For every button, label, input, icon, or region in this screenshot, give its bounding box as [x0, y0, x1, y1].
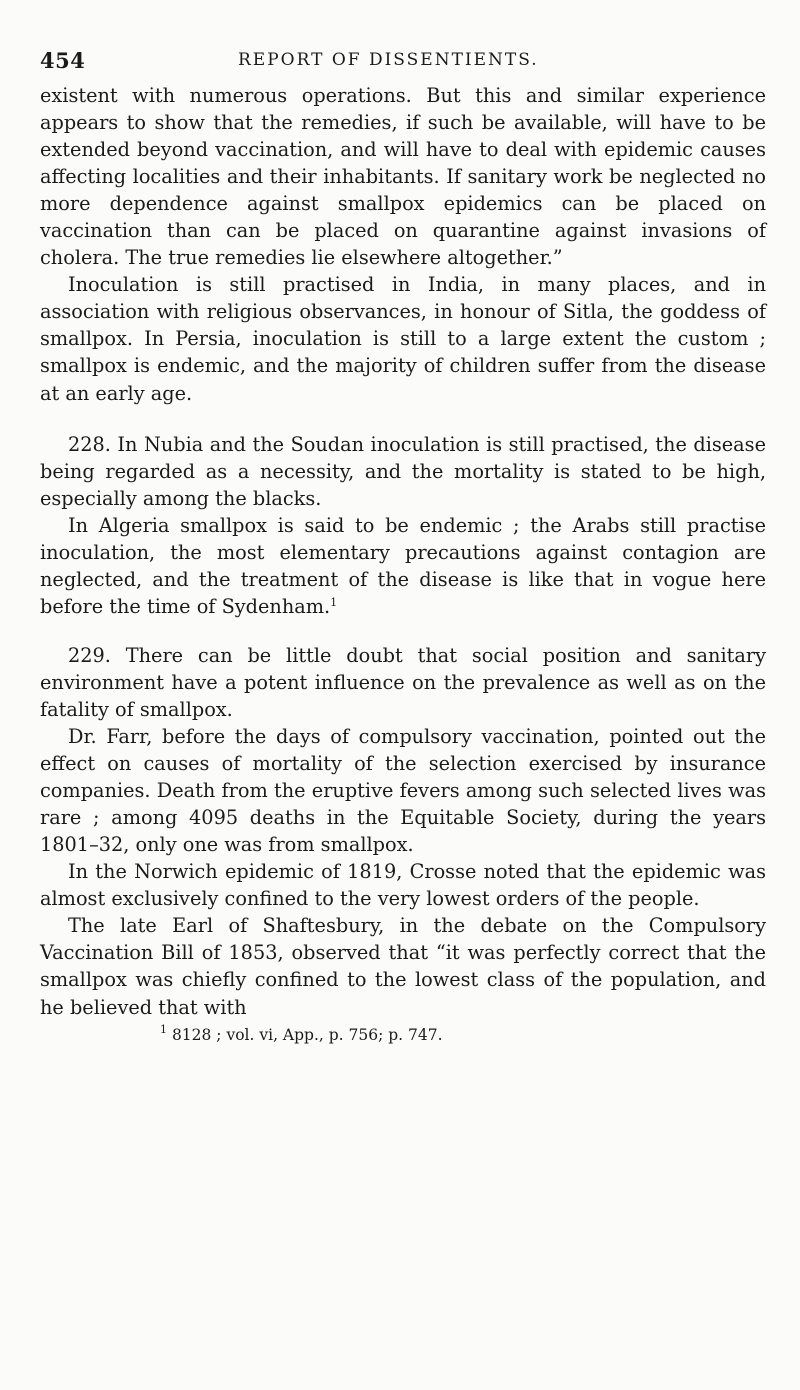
paragraph-india-inoculation: Inoculation is still practised in India, in many places, and in association with religious observances, in honour of Sitla, the goddess of smallpox. In Persia, inoculation is still to a large extent the custom ; smallpox is endemic, and the majority of children suffer from the disease at an early age. [40, 273, 766, 405]
running-head: REPORT OF DISSENTIENTS. [238, 50, 539, 70]
paragraph-algeria-text: In Algeria smallpox is said to be endemic ; the Arabs still practise inoculation, the most elementary precautions against contagion are neglected, and the treatment of the disease is like that in vogue here before the time of Sydenham. [40, 513, 766, 618]
footnote-marker: 1 [160, 1022, 167, 1036]
paragraph-continuation: existent with numerous operations. But this and similar experience appears to show that the remedies, if such be available, will have to be extended beyond vaccination, and will have to deal with epidemic causes affecting localities and their inhabitants. If sanitary work be neglected no more dependence against smallpox epidemics can be placed on vaccination than can be placed on quarantine against invasions of cholera. The true remedies lie elsewhere altogether.” [40, 84, 766, 270]
page-header [40, 48, 766, 82]
footnote-ref: 1 [330, 595, 338, 609]
document-page [40, 48, 766, 1045]
footnote-text: 8128 ; vol. vi, App., p. 756; p. 747. [171, 1025, 443, 1044]
paragraph-229-social-position: 229. There can be little doubt that social position and sanitary environment have a potent influence on the prevalence as well as on the fatality of smallpox. [40, 643, 766, 721]
body-text [40, 82, 766, 1021]
paragraph-algeria [40, 512, 766, 620]
footnote [40, 1022, 766, 1045]
paragraph-228-nubia: 228. In Nubia and the Soudan inoculation is still practised, the disease being regarded as a necessity, and the mortality is stated to be high, especially among the blacks. [40, 432, 766, 510]
paragraph-shaftesbury: The late Earl of Shaftesbury, in the debate on the Compulsory Vaccination Bill of 1853, observed that “it was perfectly correct that the smallpox was chiefly confined to the lowest class of the population, and he believed that with [40, 914, 766, 1019]
paragraph-norwich: In the Norwich epidemic of 1819, Crosse noted that the epidemic was almost exclusively confined to the very lowest orders of the people. [40, 860, 766, 911]
paragraph-dr-farr: Dr. Farr, before the days of compulsory vaccination, pointed out the effect on causes of mortality of the selection exercised by insurance companies. Death from the eruptive fevers among such selected lives was rare ; among 4095 deaths in the Equitable Society, during the years 1801–32, only one was from smallpox. [40, 725, 766, 857]
page-number: 454 [40, 48, 86, 73]
